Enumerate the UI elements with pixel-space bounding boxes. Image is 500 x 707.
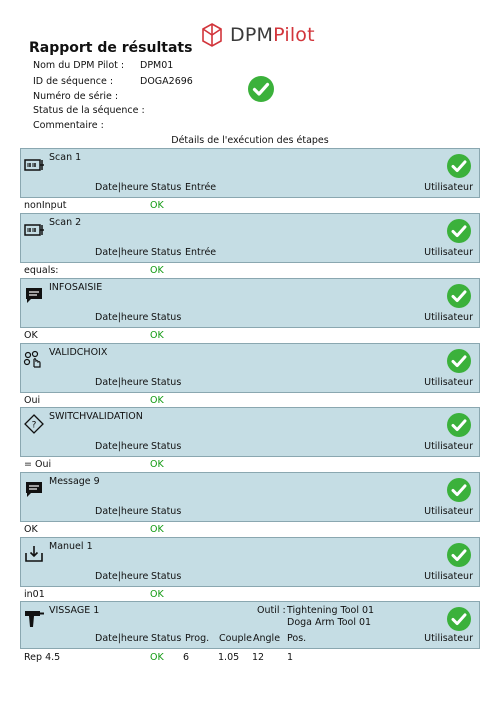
step-ok-check-icon bbox=[447, 607, 471, 631]
step-name: INFOSAISIE bbox=[49, 282, 103, 293]
step-prog-value: 6 bbox=[183, 652, 190, 663]
dpm-pilot-logo bbox=[200, 22, 315, 48]
col-user: Utilisateur bbox=[424, 182, 473, 193]
step-panel-vissage-1 bbox=[20, 601, 480, 649]
field-label-comment: Commentaire : bbox=[33, 120, 104, 131]
step-name: Message 9 bbox=[49, 476, 100, 487]
step-ok-check-icon bbox=[447, 413, 471, 437]
col-user: Utilisateur bbox=[424, 633, 473, 644]
logo-text: DPMPilot bbox=[230, 24, 315, 46]
col-entree: Entrée bbox=[185, 182, 217, 193]
step-panel-validchoix bbox=[20, 343, 480, 393]
col-status: Status bbox=[151, 571, 182, 582]
step-status: OK bbox=[150, 524, 164, 535]
field-value-dpm-name: DPM01 bbox=[140, 60, 174, 71]
col-status: Status bbox=[151, 182, 182, 193]
field-label-sequence-id: ID de séquence : bbox=[33, 76, 114, 87]
col-pos: Pos. bbox=[287, 633, 307, 644]
step-value: OK bbox=[24, 330, 38, 341]
step-ok-check-icon bbox=[447, 154, 471, 178]
col-date: Date|heure bbox=[95, 312, 149, 323]
tool-name-2: Doga Arm Tool 01 bbox=[287, 617, 372, 628]
step-ok-check-icon bbox=[447, 349, 471, 373]
screwdriver-icon bbox=[23, 608, 45, 628]
col-couple: Couple bbox=[219, 633, 252, 644]
col-user: Utilisateur bbox=[424, 312, 473, 323]
step-value: equals: bbox=[24, 265, 59, 276]
barcode-scanner-icon bbox=[23, 155, 45, 175]
step-name: Scan 1 bbox=[49, 152, 82, 163]
step-value: OK bbox=[24, 524, 38, 535]
step-status: OK bbox=[150, 200, 164, 211]
field-value-sequence-id: DOGA2696 bbox=[140, 76, 193, 87]
step-panel-manuel-1 bbox=[20, 537, 480, 587]
step-value: Rep 4.5 bbox=[24, 652, 61, 663]
step-status: OK bbox=[150, 589, 164, 600]
field-label-sequence-status: Status de la séquence : bbox=[33, 105, 145, 116]
step-angle-value: 12 bbox=[252, 652, 265, 663]
step-ok-check-icon bbox=[447, 284, 471, 308]
choice-icon bbox=[23, 350, 45, 370]
step-name: Scan 2 bbox=[49, 217, 82, 228]
message-icon bbox=[23, 479, 45, 499]
col-angle: Angle bbox=[253, 633, 281, 644]
col-status: Status bbox=[151, 377, 182, 388]
col-date: Date|heure bbox=[95, 571, 149, 582]
svg-text:?: ? bbox=[31, 420, 37, 431]
step-couple-value: 1.05 bbox=[218, 652, 240, 663]
col-date: Date|heure bbox=[95, 633, 149, 644]
step-status: OK bbox=[150, 395, 164, 406]
step-value: in01 bbox=[24, 589, 45, 600]
col-user: Utilisateur bbox=[424, 506, 473, 517]
step-status: OK bbox=[150, 459, 164, 470]
step-ok-check-icon bbox=[447, 478, 471, 502]
tool-label: Outil : bbox=[257, 605, 286, 616]
step-value: Oui bbox=[24, 395, 41, 406]
col-date: Date|heure bbox=[95, 377, 149, 388]
col-date: Date|heure bbox=[95, 506, 149, 517]
step-name: Manuel 1 bbox=[49, 541, 93, 552]
col-user: Utilisateur bbox=[424, 441, 473, 452]
step-panel-switchvalidation bbox=[20, 407, 480, 457]
col-date: Date|heure bbox=[95, 247, 149, 258]
step-value: = Oui bbox=[24, 459, 52, 470]
col-user: Utilisateur bbox=[424, 571, 473, 582]
download-tray-icon bbox=[23, 544, 45, 564]
col-status: Status bbox=[151, 506, 182, 517]
logo-mark-icon bbox=[200, 22, 224, 48]
col-status: Status bbox=[151, 633, 182, 644]
col-status: Status bbox=[151, 441, 182, 452]
report-title: Rapport de résultats bbox=[29, 40, 193, 56]
step-name: VALIDCHOIX bbox=[49, 347, 108, 358]
step-ok-check-icon bbox=[447, 543, 471, 567]
step-panel-scan-1 bbox=[20, 148, 480, 198]
col-entree: Entrée bbox=[185, 247, 217, 258]
col-date: Date|heure bbox=[95, 441, 149, 452]
section-title: Détails de l'exécution des étapes bbox=[171, 135, 329, 146]
step-name: SWITCHVALIDATION bbox=[49, 411, 143, 422]
col-status: Status bbox=[151, 312, 182, 323]
question-diamond-icon bbox=[23, 414, 45, 434]
sequence-status-check-icon bbox=[248, 76, 274, 102]
step-status: OK bbox=[150, 330, 164, 341]
col-prog: Prog. bbox=[185, 633, 210, 644]
step-panel-infosaisie bbox=[20, 278, 480, 328]
barcode-scanner-icon bbox=[23, 220, 45, 240]
step-pos-value: 1 bbox=[287, 652, 294, 663]
step-ok-check-icon bbox=[447, 219, 471, 243]
tool-name-1: Tightening Tool 01 bbox=[287, 605, 375, 616]
step-status: OK bbox=[150, 652, 164, 663]
col-status: Status bbox=[151, 247, 182, 258]
col-user: Utilisateur bbox=[424, 247, 473, 258]
field-label-serial: Numéro de série : bbox=[33, 91, 119, 102]
message-icon bbox=[23, 285, 45, 305]
step-name: VISSAGE 1 bbox=[49, 605, 100, 616]
step-status: OK bbox=[150, 265, 164, 276]
field-label-dpm-name: Nom du DPM Pilot : bbox=[33, 60, 125, 71]
step-panel-scan-2 bbox=[20, 213, 480, 263]
col-user: Utilisateur bbox=[424, 377, 473, 388]
step-value: nonInput bbox=[24, 200, 67, 211]
col-date: Date|heure bbox=[95, 182, 149, 193]
step-panel-message-9 bbox=[20, 472, 480, 522]
